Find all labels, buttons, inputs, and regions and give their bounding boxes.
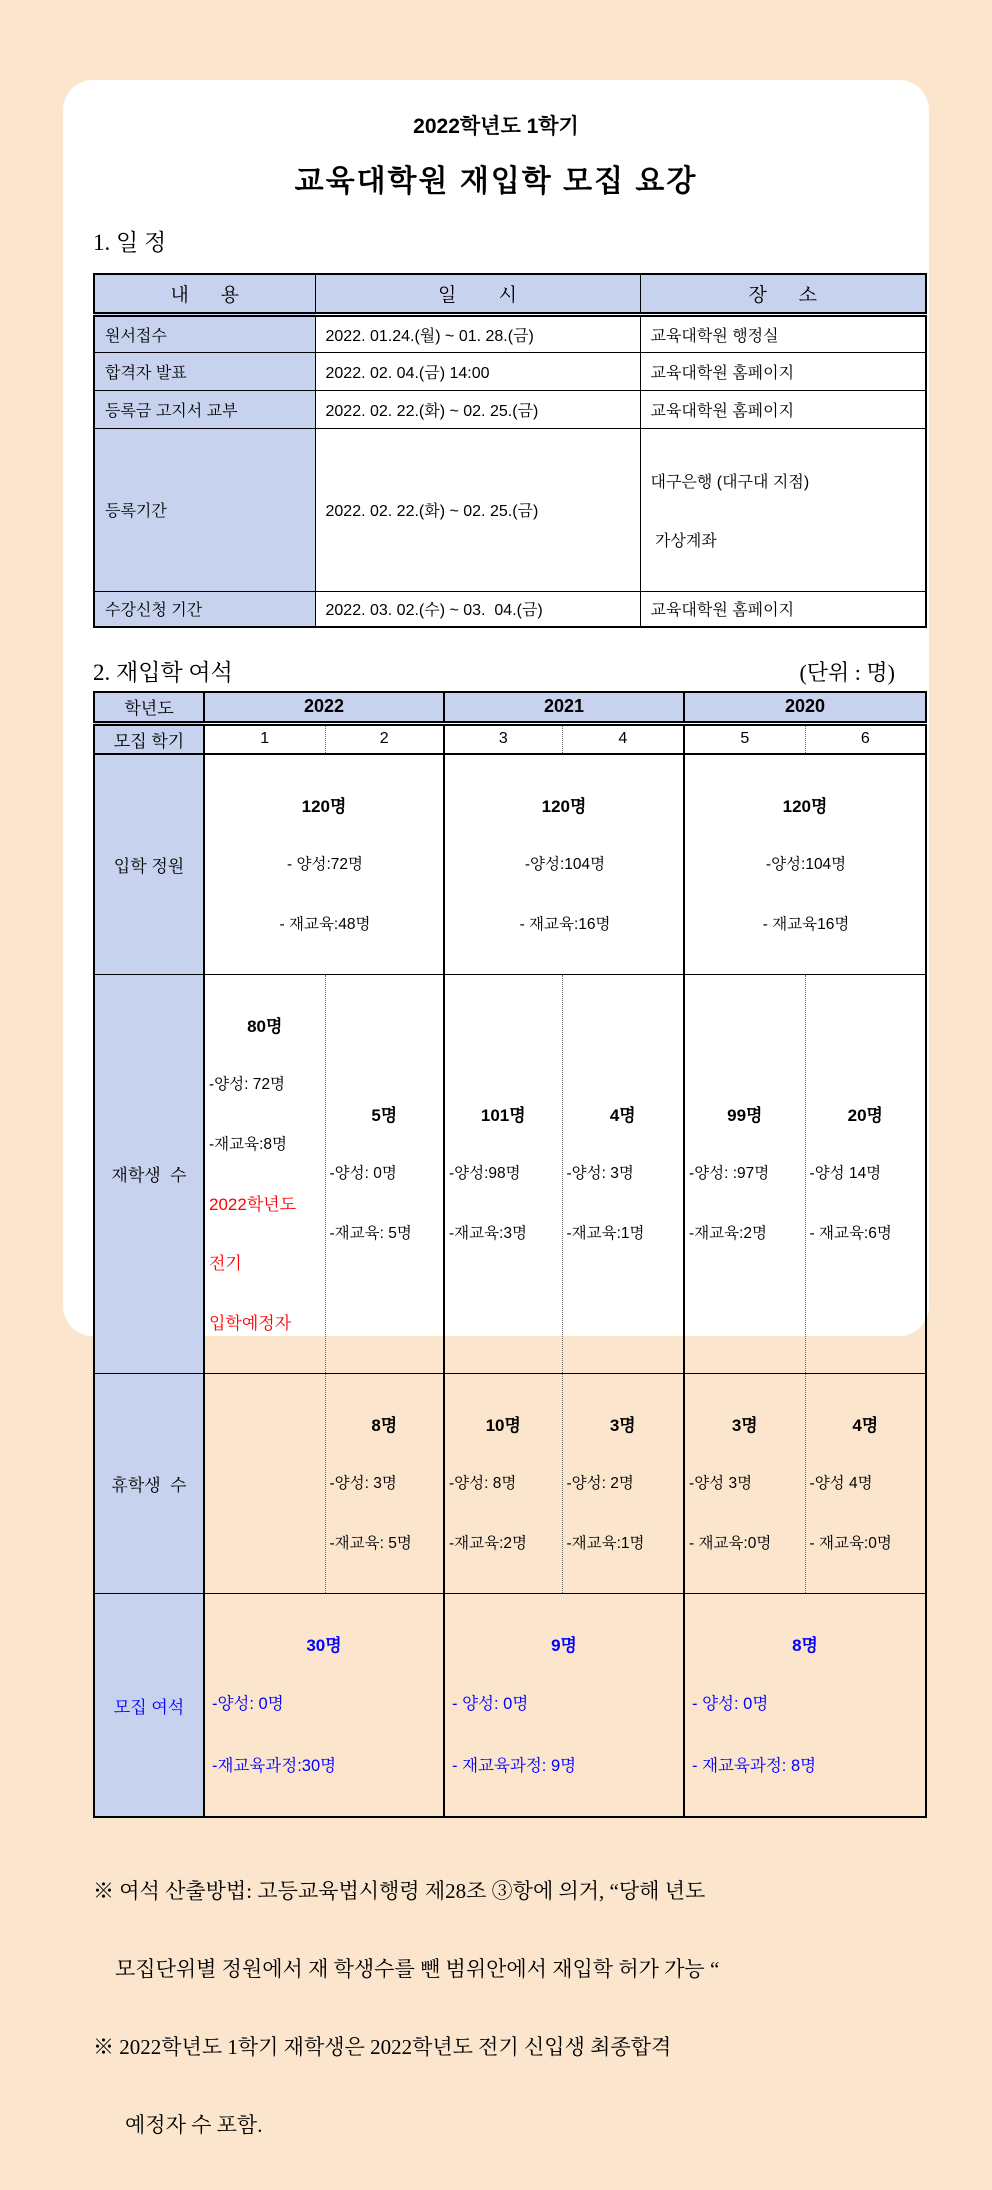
- schedule-place-cell: 교육대학원 홈페이지: [640, 352, 926, 390]
- red-note-line: 2022학년도: [209, 1194, 297, 1214]
- vacancy-row-label: 모집 여석: [94, 1593, 204, 1817]
- on-leave-total: 10명: [485, 1415, 521, 1435]
- quota-line: - 재교육:16명: [519, 915, 611, 933]
- enrolled-line: -재교육:8명: [209, 1135, 287, 1153]
- section-2-heading: 2. 재입학 여석: [93, 660, 233, 685]
- schedule-content-cell: 원서접수: [94, 314, 315, 352]
- quota-cell: [684, 754, 926, 975]
- semester-cell: 5: [684, 723, 805, 754]
- footnotes: [93, 1826, 929, 2190]
- year-2021-cell: 2021: [444, 692, 684, 723]
- schedule-header-content: 내 용: [94, 274, 315, 314]
- table-row: [94, 314, 926, 352]
- on-leave-total: 8명: [371, 1415, 398, 1435]
- vacancy-line: - 재교육과정: 8명: [692, 1756, 817, 1775]
- on-leave-cell: [562, 1373, 684, 1593]
- schedule-content-cell: 등록금 고지서 교부: [94, 390, 315, 428]
- semester-header-row: [94, 723, 926, 754]
- vacancy-row: [94, 1593, 926, 1817]
- quota-cell: [204, 754, 444, 975]
- place-line-1: 대구은행 (대구대 지점): [650, 473, 810, 491]
- on-leave-line: -양성: 8명: [449, 1474, 517, 1492]
- enrolled-line: -양성: :97명: [689, 1165, 770, 1183]
- year-row-label: 학년도: [94, 692, 204, 723]
- on-leave-cell: [204, 1373, 325, 1593]
- footnote-line: 예정자 수 포함.: [125, 2113, 263, 2138]
- page-title: 교육대학원 재입학 모집 요강: [294, 165, 698, 198]
- quota-cell: [444, 754, 684, 975]
- enrolled-cell: [684, 974, 805, 1373]
- vacancy-total: 8명: [792, 1635, 818, 1655]
- enrolled-line: - 재교육:6명: [809, 1225, 892, 1243]
- on-leave-total: 3명: [731, 1415, 758, 1435]
- semester-cell: 3: [444, 723, 562, 754]
- vacancy-table: [93, 691, 927, 1818]
- schedule-header-place: 장 소: [640, 274, 926, 314]
- on-leave-line: -재교육: 5명: [329, 1534, 412, 1552]
- on-leave-line: -양성: 3명: [329, 1474, 397, 1492]
- schedule-content-cell: 등록기간: [94, 428, 315, 591]
- on-leave-total: 4명: [852, 1415, 879, 1435]
- enrolled-line: -재교육:1명: [566, 1225, 645, 1243]
- schedule-table: [93, 273, 927, 628]
- enrolled-line: -재교육: 5명: [329, 1225, 412, 1243]
- enrolled-total: 20명: [847, 1106, 883, 1126]
- vacancy-total: 30명: [306, 1635, 342, 1655]
- on-leave-cell: [325, 1373, 444, 1593]
- table-row: [94, 591, 926, 627]
- on-leave-cell: [444, 1373, 562, 1593]
- schedule-datetime-cell: 2022. 01.24.(월) ~ 01. 28.(금): [315, 314, 640, 352]
- semester-row-label: 모집 학기: [94, 723, 204, 754]
- quota-total: 120명: [782, 796, 828, 816]
- vacancy-line: - 재교육과정: 9명: [452, 1756, 577, 1775]
- enrolled-cell: [204, 974, 325, 1373]
- on-leave-row-label: 휴학생 수: [94, 1373, 204, 1593]
- year-2020-cell: 2020: [684, 692, 926, 723]
- vacancy-line: -양성: 0명: [212, 1694, 284, 1713]
- footnote-line: ※ 2022학년도 1학기 재학생은 2022학년도 전기 신입생 최종합격: [93, 2035, 672, 2060]
- quota-total: 120명: [541, 796, 587, 816]
- vacancy-total: 9명: [551, 1635, 577, 1655]
- schedule-place-cell: 교육대학원 홈페이지: [640, 591, 926, 627]
- vacancy-cell: [444, 1593, 684, 1817]
- footnote-line: ※ 여석 산출방법: 고등교육법시행령 제28조 ③항에 의거, “당해 년도: [93, 1879, 706, 1904]
- place-line-2: 가상계좌: [650, 532, 717, 550]
- vacancy-cell: [684, 1593, 926, 1817]
- year-header-row: [94, 692, 926, 723]
- schedule-header-row: [94, 274, 926, 314]
- enrolled-line: -양성:98명: [449, 1165, 521, 1183]
- vacancy-cell: [204, 1593, 444, 1817]
- enrolled-total: 101명: [480, 1106, 526, 1126]
- schedule-datetime-cell: 2022. 02. 04.(금) 14:00: [315, 352, 640, 390]
- quota-line: -양성:104명: [765, 855, 847, 873]
- on-leave-line: - 재교육:0명: [689, 1534, 772, 1552]
- table-row: [94, 352, 926, 390]
- on-leave-line: -양성: 2명: [566, 1474, 634, 1492]
- red-note-line: 전기: [209, 1254, 242, 1274]
- table-row: [94, 390, 926, 428]
- document-card: [63, 80, 929, 2138]
- quota-line: -양성:104명: [524, 855, 606, 873]
- enrolled-total: 99명: [727, 1106, 763, 1126]
- enrolled-line: -양성 14명: [809, 1165, 882, 1183]
- enrolled-cell: [805, 974, 926, 1373]
- quota-row-label: 입학 정원: [94, 754, 204, 975]
- quota-line: - 재교육:48명: [279, 915, 371, 933]
- year-2022-cell: 2022: [204, 692, 444, 723]
- on-leave-line: -양성 3명: [689, 1474, 753, 1492]
- enrolled-total: 80명: [247, 1016, 283, 1036]
- enrolled-cell: [325, 974, 444, 1373]
- enrolled-row: [94, 974, 926, 1373]
- schedule-content-cell: 수강신청 기간: [94, 591, 315, 627]
- quota-row: [94, 754, 926, 975]
- on-leave-cell: [684, 1373, 805, 1593]
- schedule-datetime-cell: 2022. 02. 22.(화) ~ 02. 25.(금): [315, 390, 640, 428]
- on-leave-line: -재교육:1명: [566, 1534, 645, 1552]
- on-leave-line: - 재교육:0명: [809, 1534, 892, 1552]
- enrolled-line: -양성: 0명: [329, 1165, 397, 1183]
- enrolled-line: -재교육:3명: [449, 1225, 527, 1243]
- enrolled-total: 5명: [371, 1106, 398, 1126]
- enrolled-row-label: 재학생 수: [94, 974, 204, 1373]
- on-leave-row: [94, 1373, 926, 1593]
- schedule-datetime-cell: 2022. 02. 22.(화) ~ 02. 25.(금): [315, 428, 640, 591]
- enrolled-line: -재교육:2명: [689, 1225, 768, 1243]
- enrolled-line: -양성: 3명: [566, 1165, 634, 1183]
- on-leave-cell: [805, 1373, 926, 1593]
- schedule-place-cell: 교육대학원 홈페이지: [640, 390, 926, 428]
- enrolled-cell: [444, 974, 562, 1373]
- semester-cell: 6: [805, 723, 926, 754]
- enrolled-total: 4명: [609, 1106, 636, 1126]
- vacancy-line: -재교육과정:30명: [212, 1756, 337, 1775]
- on-leave-line: -재교육:2명: [449, 1534, 527, 1552]
- vacancy-line: - 양성: 0명: [452, 1694, 529, 1713]
- schedule-content-cell: 합격자 발표: [94, 352, 315, 390]
- quota-total: 120명: [301, 796, 347, 816]
- quota-line: - 양성:72명: [287, 855, 363, 873]
- footnote-line: 모집단위별 정원에서 재 학생수를 뺀 범위안에서 재입학 허가 가능 “: [115, 1957, 720, 1982]
- schedule-header-datetime: 일 시: [315, 274, 640, 314]
- section-1-heading: 1. 일 정: [93, 230, 167, 255]
- vacancy-line: - 양성: 0명: [692, 1694, 769, 1713]
- enrolled-line: -양성: 72명: [209, 1075, 285, 1093]
- quota-line: - 재교육16명: [762, 915, 850, 933]
- enrolled-cell: [562, 974, 684, 1373]
- semester-cell: 2: [325, 723, 444, 754]
- table-row: [94, 428, 926, 591]
- document-subtitle: 2022학년도 1학기: [413, 115, 579, 138]
- on-leave-line: -양성 4명: [809, 1474, 873, 1492]
- schedule-place-cell: [640, 428, 926, 591]
- on-leave-total: 3명: [609, 1415, 636, 1435]
- semester-cell: 1: [204, 723, 325, 754]
- schedule-place-cell: 교육대학원 행정실: [640, 314, 926, 352]
- unit-label: (단위 : 명): [799, 660, 895, 685]
- schedule-datetime-cell: 2022. 03. 02.(수) ~ 03. 04.(금): [315, 591, 640, 627]
- section-2-heading-row: [93, 654, 895, 687]
- red-note-line: 입학예정자: [209, 1314, 292, 1334]
- semester-cell: 4: [562, 723, 684, 754]
